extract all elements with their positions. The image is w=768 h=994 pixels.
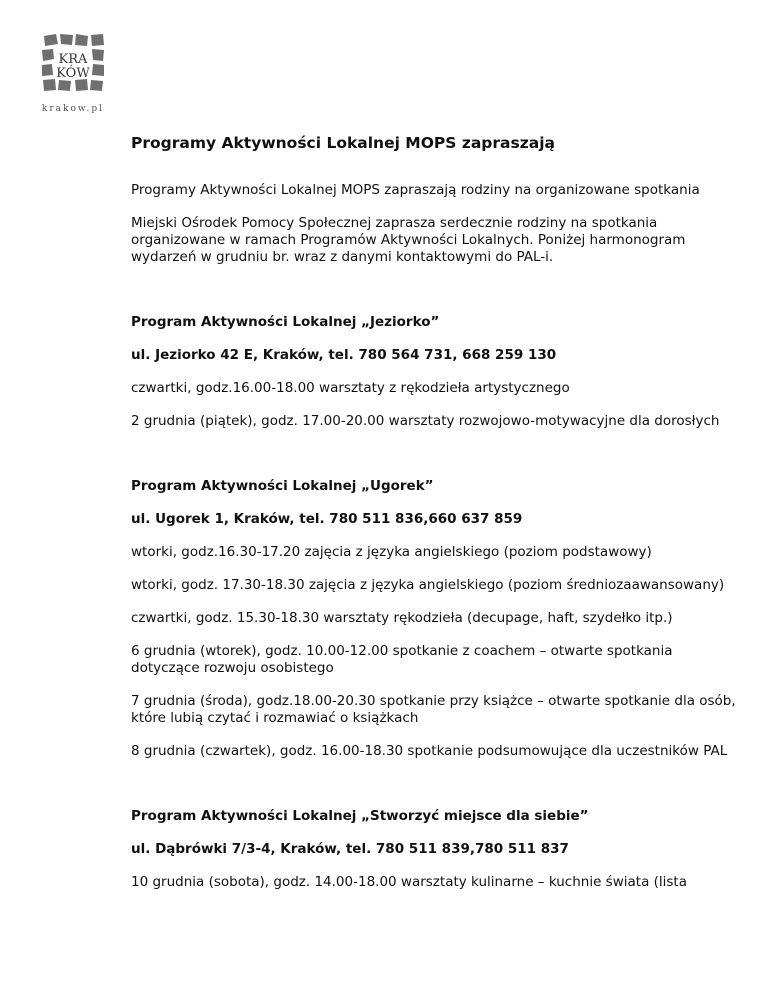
program-name: Program Aktywności Lokalnej „Stworzyć miejsce dla siebie”	[131, 808, 589, 824]
logo-caption: krakow.pl	[41, 104, 105, 114]
program-jeziorko	[131, 314, 736, 430]
article	[131, 134, 736, 907]
event-item: wtorki, godz. 17.30-18.30 zajęcia z języka angielskiego (poziom średniozaawansowany)	[131, 577, 725, 593]
lead-paragraph: Programy Aktywności Lokalnej MOPS zapraszają rodziny na organizowane spotkania	[131, 182, 700, 198]
event-item: 10 grudnia (sobota), godz. 14.00-18.00 warsztaty kulinarne – kuchnie świata (lista	[131, 874, 687, 890]
program-address: ul. Ugorek 1, Kraków, tel. 780 511 836,660 637 859	[131, 511, 523, 527]
event-item: czwartki, godz.16.00-18.00 warsztaty z rękodzieła artystycznego	[131, 380, 570, 396]
program-name: Program Aktywności Lokalnej „Jeziorko”	[131, 314, 440, 330]
krakow-logo-icon	[40, 30, 106, 104]
event-item: 7 grudnia (środa), godz.18.00-20.30 spotkanie przy książce – otwarte spotkanie dla osób, które lubią czytać i rozmawiać o książkach	[131, 693, 736, 726]
event-item: wtorki, godz.16.30-17.20 zajęcia z języka angielskiego (poziom podstawowy)	[131, 544, 652, 560]
intro-paragraph: Miejski Ośrodek Pomocy Społecznej zaprasza serdecznie rodziny na spotkania organizowane w ramach Programów Aktywności Lokalnych. Poniżej harmonogram wydarzeń w grudniu br. wraz z danymi kontaktowymi do PAL-i.	[131, 215, 686, 265]
page-title: Programy Aktywności Lokalnej MOPS zapraszają	[131, 134, 555, 152]
event-item: czwartki, godz. 15.30-18.30 warsztaty rękodzieła (decupage, haft, szydełko itp.)	[131, 610, 673, 626]
program-address: ul. Jeziorko 42 E, Kraków, tel. 780 564 731, 668 259 130	[131, 347, 557, 363]
program-stworzyc-miejsce	[131, 808, 736, 891]
event-item: 2 grudnia (piątek), godz. 17.00-20.00 warsztaty rozwojowo-motywacyjne dla dorosłych	[131, 413, 720, 429]
event-item: 6 grudnia (wtorek), godz. 10.00-12.00 spotkanie z coachem – otwarte spotkania dotyczące rozwoju osobistego	[131, 643, 673, 676]
svg-text:KRA: KRA	[58, 52, 88, 67]
event-item: 8 grudnia (czwartek), godz. 16.00-18.30 spotkanie podsumowujące dla uczestników PAL	[131, 743, 728, 759]
program-address: ul. Dąbrówki 7/3-4, Kraków, tel. 780 511 839,780 511 837	[131, 841, 569, 857]
krakow-logo[interactable]	[40, 30, 106, 122]
svg-text:KÓW: KÓW	[56, 66, 90, 81]
program-ugorek	[131, 478, 736, 760]
program-name: Program Aktywności Lokalnej „Ugorek”	[131, 478, 434, 494]
